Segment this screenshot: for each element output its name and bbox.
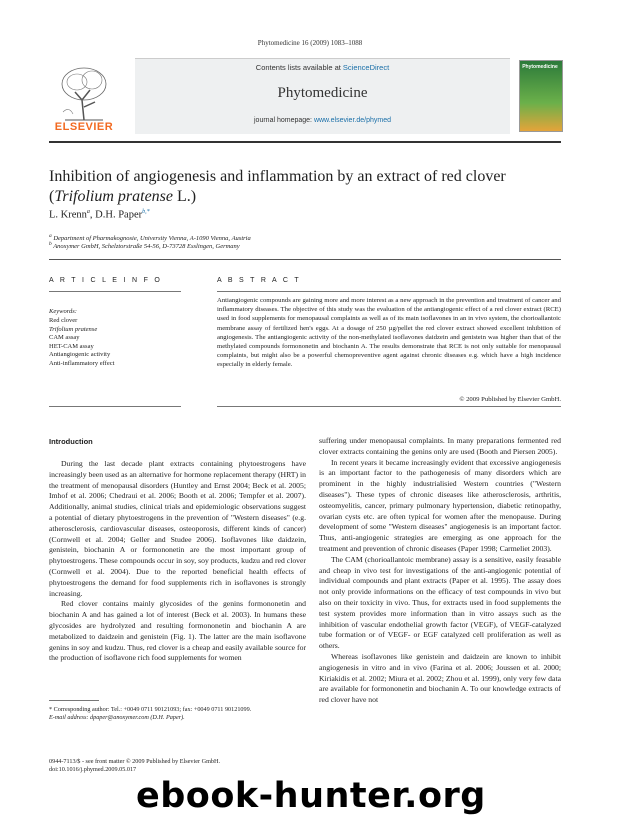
author-paper: D.H. Paper xyxy=(95,209,143,221)
author1-affil-marker: a xyxy=(86,209,90,215)
affil-b-marker: b xyxy=(49,241,52,247)
journal-citation-line: Phytomedicine 16 (2009) 1083–1088 xyxy=(257,39,363,47)
copyright-line: © 2009 Published by Elsevier GmbH. xyxy=(459,396,561,403)
article-info-heading: A R T I C L E I N F O xyxy=(49,277,163,284)
header-rule xyxy=(49,141,561,143)
footnote-email: E-mail address: dpaper@anoxymer.com (D.H. Paper). xyxy=(49,714,185,722)
title-species: Trifolium pratense xyxy=(54,188,174,205)
paragraph: Whereas isoflavones like genistein and daidzein are known to inhibit angiogenesis in vitro and in vivo (Farina et al. 2006; Joussen et al. 2000; Kiriakidis et al. 2002; Miura et al. 2002; Zhou et al. 1999), only very few data are available for formononetin and biochanin A. To our knowledge extracts of red clover have not xyxy=(319,651,561,705)
keywords-list xyxy=(49,317,114,369)
keyword-item: Red clover xyxy=(49,317,78,324)
abstract-text: Antiangiogenic compounds are gaining more and more interest as a new approach in the prevention and treatment of cancer and inflammatory diseases. The objective of this study was the evaluation of the antiangiogenic effect of a red clover extract (RCE) used in food supplements for menopausal complaints as well as of its main isoflavones in an in vivo system, the chorioallantoic membrane assay of fertilized hen's eggs. At a dosage of 250 µg/pellet the red clover extract showed excellent inhibition of angiogenesis. The antiangiogenic activity of the non-methylated isoflavones daidzein and genistein was higher than that of the methylated compounds formononetin and biochanin A. The results demonstrate that RCE is not only suitable for menopausal complaints, but might also be a powerful chemopreventive agent against chronic diseases e.g. which have a high incidence especially in elderly female. xyxy=(217,297,561,369)
doi-line: doi:10.1016/j.phymed.2009.05.017 xyxy=(49,766,137,774)
issn-doi-block xyxy=(49,758,220,775)
elsevier-wordmark: ELSEVIER xyxy=(54,121,114,133)
section-rule xyxy=(49,259,561,260)
corresponding-author-footnote xyxy=(49,706,251,723)
keyword-item: Anti-inflammatory effect xyxy=(49,359,115,367)
sciencedirect-link[interactable]: ScienceDirect xyxy=(342,63,390,72)
keyword-item: HET-CAM assay xyxy=(49,342,94,350)
keyword-item: CAM assay xyxy=(49,334,80,342)
body-column-right xyxy=(319,436,561,706)
affil-a-text: Department of Pharmakognosie, University Vienna, A-1090 Vienna, Austria xyxy=(51,235,251,243)
abstract-heading: A B S T R A C T xyxy=(217,277,301,284)
paragraph: In recent years it became increasingly evident that excessive angiogenesis is an important factor to the pathogenesis of many disorders which are prominent in the highly industrialisied Western countries ("Western diseases"). These types of chronic diseases like atherosclerosis, arthritis, osteomyelitis, cancer, primary pulmonary hypertension, diabetic retinopathy, ovarian cysts etc. are often typical for women after the menopause. During development of some "Western diseases" angiogenesis is an important factor. Thus, anti-angiogenic strategies are emerging as one approach for the treatment and prevention of chronic diseases (Paper 1998; Carmeliet 2003). xyxy=(319,457,561,553)
paragraph: Red clover contains mainly glycosides of the genins formononetin and biochanin A and has gained a lot of interest (Beck et al. 2003). In humans these glycosides are hydrolyzed and resulting formononetin and biochanin A are metabolized to daidzein and genistein (Fig. 1). The latter are the main isoflavone genins in soy and kudzu. Thus, red clover is a cheap and easily available source for the production of isoflavone rich food supplements for women xyxy=(49,599,306,663)
affil-a-marker: a xyxy=(49,233,52,239)
affil-b-text: Anoxymer GmbH, Schelztorstraße 54-56, D-73728 Esslingen, Germany xyxy=(51,243,240,251)
affiliation-b xyxy=(49,241,240,250)
body-column-left xyxy=(49,459,306,664)
homepage-link[interactable]: www.elsevier.de/phymed xyxy=(313,117,391,124)
journal-title: Phytomedicine xyxy=(277,85,368,101)
author-separator: , xyxy=(89,209,96,221)
contents-available-line xyxy=(135,63,510,72)
info-bottom-rule xyxy=(49,406,181,407)
keyword-item: Antiangiogenic activity xyxy=(49,351,111,359)
author-krenn: L. Krenn xyxy=(49,209,87,221)
title-part-a: Inhibition of angiogenesis and inflammation by an extract of red clover ( xyxy=(49,168,506,205)
abstract-rule xyxy=(217,291,561,292)
abstract-bottom-rule xyxy=(217,406,561,407)
cover-title: Phytomedicine xyxy=(522,64,558,70)
homepage-prefix: journal homepage: xyxy=(254,117,314,124)
title-part-b: L.) xyxy=(173,188,197,205)
watermark: ebook-hunter.org xyxy=(136,776,486,816)
elsevier-tree-logo xyxy=(55,62,113,124)
article-title xyxy=(49,167,569,207)
info-rule xyxy=(49,291,181,292)
author2-affil-marker[interactable]: b,* xyxy=(142,209,150,215)
keyword-item: Trifolium pratense xyxy=(49,325,98,333)
paragraph: The CAM (chorioallantoic membrane) assay is a sensitive, easily feasable and cheap in vivo test for investigations of the anti-angiogenic potential of individual compounds and plant extracts (Paper et al. 1995). The assay does not only provide informations on the efficacy of test compounds in vivo but also on their toxicity in vivo. Thus, for extracts used in food supplements the test system provides more information than in vitro assays such as the inhibition of vascular endothelial growth factor (VEGF), of VEGF-catalyzed tube formation or of VEGF- or EGF catalyzed cell proliferation as well as others. xyxy=(319,554,561,651)
footnote-rule xyxy=(49,700,99,701)
contents-prefix: Contents lists available at xyxy=(255,63,343,72)
journal-homepage-line xyxy=(135,117,510,124)
issn-line: 0944-7113/$ - see front matter © 2009 Published by Elsevier GmbH. xyxy=(49,758,220,765)
paragraph: During the last decade plant extracts containing phytoestrogens have increasingly been used as an alternative for hormone replacement therapy (HRT) in the treatment of menopausal disorders (Huntley and Ernst 2004; Beck et al. 2005; Imhof et al. 2006; Chedraui et al. 2006; Booth et al. 2006; Tempfer et al. 2007). Additionally, animal studies, clinical trials and epidemiologic observations suggest a potential of dietary phytoestrogens in the prevention of "Western diseases" (e.g. atherosclerosis, cardiovascular diseases, osteoporosis, different kinds of cancer) (Cornwell et al. 2004; Geller and Studee 2006). Isoflavones like daidzein, genistein, biochanin A or formononetin are the most important group of phytoestrogens. These compounds occur in soy, soy products, kudzu and red clover (Cornwell et al. 2004). Due to the reported beneficial health effects of phytoestrogens the demand for food supplements rich in isoflavones is strongly increasing. xyxy=(49,459,306,598)
paragraph: suffering under menopausal complaints. In many preparations fermented red clover extracts containing the genins only are used (Booth and Piersen 2005). xyxy=(319,436,561,456)
footnote-contact: * Corresponding author: Tel.: +0049 0711 90121093; fax: +0049 0711 90121099. xyxy=(49,706,252,713)
introduction-heading: Introduction xyxy=(49,437,93,446)
keywords-label: Keywords: xyxy=(49,308,77,315)
author-list xyxy=(49,209,150,221)
journal-cover-thumbnail xyxy=(519,60,563,132)
